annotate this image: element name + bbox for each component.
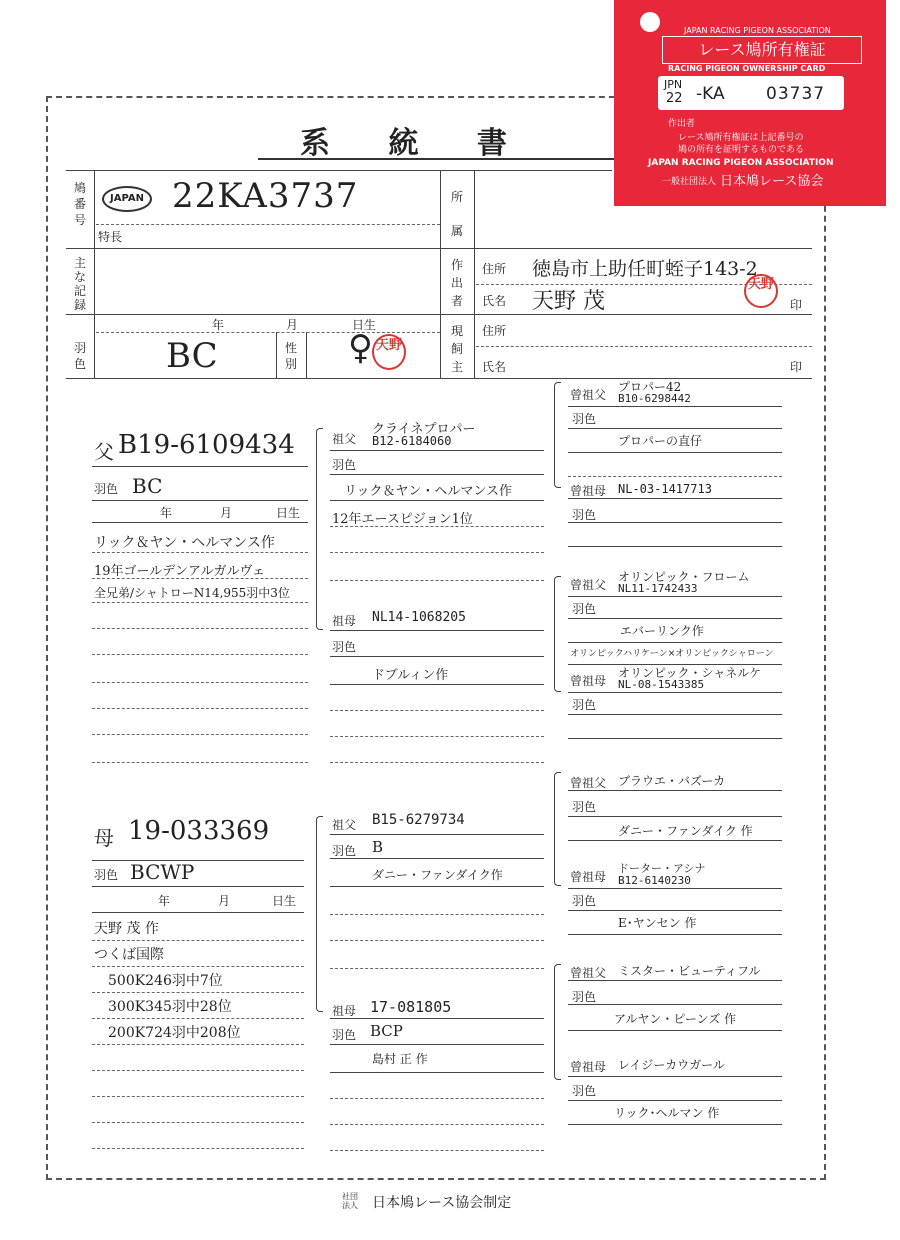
gf2-dash-1 xyxy=(330,914,544,915)
sire-color-label: 羽色 xyxy=(94,482,119,496)
ggp0-line-3 xyxy=(568,452,782,453)
gm1-dash-3 xyxy=(330,762,544,763)
ggp4-label: 曾祖父 xyxy=(570,776,607,790)
ggp7-line-2 xyxy=(568,1100,782,1101)
gf2-dash-2 xyxy=(330,940,544,941)
ggp5-note: E･ヤンセン 作 xyxy=(618,916,697,930)
dam-bracket xyxy=(316,816,323,1012)
tokucho-label: 特長 xyxy=(98,230,123,244)
ggp3-line-2 xyxy=(568,714,782,715)
header-top-line xyxy=(66,170,612,171)
sire-note-2: 19年ゴールデンアルガルヴェ xyxy=(94,564,265,579)
sire-dash-3 xyxy=(92,602,308,603)
gf2-color: B xyxy=(372,838,384,856)
ring-number: 22KA3737 xyxy=(172,176,359,216)
sex-stamp-text: 天野 xyxy=(375,338,402,353)
gf2-bracket xyxy=(554,772,561,886)
gm2-note-1: 島村 正 作 xyxy=(372,1052,428,1066)
ggp1-label: 曾祖母 xyxy=(570,484,607,498)
ggp0-dash-1 xyxy=(568,476,782,477)
ggp2-note: エバーリンク作 xyxy=(620,624,704,638)
ggp6-line-3 xyxy=(568,1030,782,1031)
header-vline-4 xyxy=(276,332,277,378)
ggp2-line-1 xyxy=(568,596,782,597)
gm1-label: 祖母 xyxy=(332,614,357,628)
gm1-line-3 xyxy=(330,684,544,685)
gf2-dash-3 xyxy=(330,968,544,969)
sire-year-label: 年 xyxy=(160,506,173,520)
gm1-ring: NL14-1068205 xyxy=(372,610,466,625)
ggp5-line-2 xyxy=(568,910,782,911)
gm2-bracket xyxy=(554,964,561,1080)
header-vline-5 xyxy=(306,332,307,378)
gf1-ring: B12-6184060 xyxy=(372,434,452,448)
dam-ring: 19-033369 xyxy=(128,816,270,846)
ggp0-ring: B10-6298442 xyxy=(618,392,691,405)
dam-dash-6 xyxy=(92,1070,304,1071)
sire-line-3 xyxy=(92,522,308,523)
ggp7-line-3 xyxy=(568,1124,782,1125)
owner-seal-label: 印 xyxy=(790,360,803,374)
sire-color: BC xyxy=(132,474,163,498)
dam-day-label: 日生 xyxy=(272,894,297,908)
dam-dash-9 xyxy=(92,1148,304,1149)
header-line-3 xyxy=(66,314,812,315)
gf2-ring: B15-6279734 xyxy=(372,812,465,828)
sire-line-1 xyxy=(92,466,308,467)
gm2-line-2 xyxy=(330,1044,544,1045)
dam-dash-8 xyxy=(92,1122,304,1123)
ggp4-line-2 xyxy=(568,816,782,817)
dam-dash-3 xyxy=(92,992,304,993)
ggp2-line-2 xyxy=(568,618,782,619)
gm1-bracket xyxy=(554,576,561,692)
footer-org-small: 社団法人 xyxy=(342,1192,358,1210)
gf2-line-2 xyxy=(330,858,544,859)
ggp7-note: リック･ヘルマン 作 xyxy=(614,1106,720,1120)
ggp0-color-label: 羽色 xyxy=(572,412,597,426)
owner-name-label: 氏名 xyxy=(482,360,507,374)
sire-dash-7 xyxy=(92,708,308,709)
sire-dash-2 xyxy=(92,578,308,579)
dam-note-4: 300K345羽中28位 xyxy=(108,999,232,1015)
ggp7-line-1 xyxy=(568,1076,782,1077)
ggp7-label: 曾祖母 xyxy=(570,1060,607,1074)
card-title-jp: レース鳩所有権証 xyxy=(698,40,826,59)
ggp6-color-label: 羽色 xyxy=(572,990,597,1004)
ggp2-note2: オリンピックハリケーン×オリンピックシャローン xyxy=(570,649,774,659)
ggp1-line-3 xyxy=(568,546,782,547)
header-dash-1 xyxy=(96,224,440,225)
gf1-note-1: リック＆ヤン・ヘルマンス作 xyxy=(344,484,512,499)
dam-dash-4 xyxy=(92,1018,304,1019)
gm2-line-1 xyxy=(330,1018,544,1019)
ggp5-color-label: 羽色 xyxy=(572,894,597,908)
ggp1-line-2 xyxy=(568,522,782,523)
ggp2-label: 曾祖父 xyxy=(570,578,607,592)
gf1-dash-2 xyxy=(330,552,544,553)
breeder-stamp xyxy=(744,274,778,308)
gm1-color-label: 羽色 xyxy=(332,640,357,654)
ggp4-note: ダニー・ファンダイク 作 xyxy=(618,824,753,838)
sire-label: 父 xyxy=(94,440,114,464)
dam-dash-7 xyxy=(92,1096,304,1097)
sire-day-label: 日生 xyxy=(276,506,301,520)
ggp3-line-1 xyxy=(568,692,782,693)
gf2-line-1 xyxy=(330,834,544,835)
ggp5-label: 曾祖母 xyxy=(570,870,607,884)
ggp5-ring: B12-6140230 xyxy=(618,874,691,887)
gf1-name: クライネプロパー xyxy=(372,422,476,437)
breeder-name: 天野 茂 xyxy=(532,289,605,314)
address-label: 住所 xyxy=(482,262,507,276)
gf2-note-1: ダニー・ファンダイク作 xyxy=(372,868,503,882)
gf2-line-3 xyxy=(330,886,544,887)
ggp1-ring: NL-03-1417713 xyxy=(618,482,712,496)
dam-label: 母 xyxy=(94,826,114,850)
card-number-box xyxy=(658,76,844,110)
ggp0-note: プロパーの直仔 xyxy=(618,434,703,448)
ggp5-line-3 xyxy=(568,934,782,935)
color-label: 羽色 xyxy=(73,341,86,371)
header-line-2 xyxy=(66,248,812,249)
japan-logo xyxy=(102,186,152,212)
dam-dash-5 xyxy=(92,1044,304,1045)
ggp3-color-label: 羽色 xyxy=(572,698,597,712)
gm2-line-3 xyxy=(330,1072,544,1073)
footer-text: 日本鳩レース協会制定 xyxy=(372,1195,512,1211)
gf1-line-3 xyxy=(330,500,544,501)
header-dash-4 xyxy=(476,346,812,347)
owner-label: 現飼主 xyxy=(450,324,463,374)
ggp2-line-3 xyxy=(568,642,782,643)
gf2-label: 祖父 xyxy=(332,818,357,832)
card-code: -KA xyxy=(696,84,725,104)
breeder-address: 徳島市上助任町蛭子143-2 xyxy=(532,258,758,280)
ggp3-label: 曾祖母 xyxy=(570,674,607,688)
sex-stamp xyxy=(372,334,406,370)
card-breeder-label: 作出者 xyxy=(668,119,696,129)
gf1-line-1 xyxy=(330,450,544,451)
dam-line-3 xyxy=(92,912,304,913)
sire-dash-6 xyxy=(92,682,308,683)
gm2-dash-1 xyxy=(330,1098,544,1099)
card-number: 03737 xyxy=(766,84,826,104)
sire-dash-5 xyxy=(92,654,308,655)
sex-value: ♀ xyxy=(348,328,373,368)
header-dash-2 xyxy=(96,332,440,333)
gf2-color-label: 羽色 xyxy=(332,844,357,858)
ggp6-line-1 xyxy=(568,980,782,981)
dam-line-2 xyxy=(92,886,304,887)
card-title-en: RACING PIGEON OWNERSHIP CARD xyxy=(668,64,826,73)
sire-dash-9 xyxy=(92,762,308,763)
gm2-label: 祖母 xyxy=(332,1004,357,1018)
breeder-stamp-text: 天野 xyxy=(747,277,774,292)
header-vline-2 xyxy=(440,170,441,378)
gf1-line-2 xyxy=(330,474,544,475)
card-note-1: レース鳩所有権証は上記番号の xyxy=(678,133,804,143)
ggp6-line-2 xyxy=(568,1004,782,1005)
dam-month-label: 月 xyxy=(218,894,231,908)
color-value: BC xyxy=(166,336,218,376)
ggp0-label: 曾祖父 xyxy=(570,388,607,402)
card-assoc-jp: 日本鳩レース協会 xyxy=(720,174,824,189)
ggp2-ring: NL11-1742433 xyxy=(618,582,698,595)
dam-year-label: 年 xyxy=(158,894,171,908)
sire-dash-8 xyxy=(92,734,308,735)
owner-address-label: 住所 xyxy=(482,324,507,338)
affiliation-label: 所属 xyxy=(450,190,463,238)
ggp3-name: オリンピック・シャネルケ xyxy=(618,666,762,680)
ggp3-line-3 xyxy=(568,738,782,739)
card-assoc-jp-prefix: 一般社団法人 xyxy=(662,177,717,187)
gm1-note-1: ドブルィン作 xyxy=(372,668,449,683)
name-label: 氏名 xyxy=(482,294,507,308)
ggp6-label: 曾祖父 xyxy=(570,966,607,980)
gm1-line-1 xyxy=(330,630,544,631)
sire-month-label: 月 xyxy=(220,506,233,520)
ownership-card xyxy=(614,0,886,206)
records-label: 主な記録 xyxy=(73,256,86,312)
ggp6-note: アルヤン・ピーンズ 作 xyxy=(614,1012,737,1026)
birth-month-label: 月 xyxy=(286,318,299,332)
ggp5-line-1 xyxy=(568,888,782,889)
ggp0-line-1 xyxy=(568,406,782,407)
breeder-label: 作出者 xyxy=(450,258,463,308)
dam-color-label: 羽色 xyxy=(94,868,119,882)
header-line-4 xyxy=(66,378,812,379)
card-note-2: 鳩の所有を証明するものである xyxy=(678,145,805,155)
ggp7-color-label: 羽色 xyxy=(572,1084,597,1098)
gf1-bracket xyxy=(554,382,561,488)
birth-day-label: 日生 xyxy=(352,318,377,332)
dam-note-2: つくば国際 xyxy=(94,947,164,963)
sire-dash-1 xyxy=(92,552,308,553)
dam-dash-1 xyxy=(92,940,304,941)
gf1-label: 祖父 xyxy=(332,432,357,446)
dam-note-5: 200K724羽中208位 xyxy=(108,1025,241,1041)
gm2-color-label: 羽色 xyxy=(332,1028,357,1042)
ggp4-line-1 xyxy=(568,790,782,791)
dam-note-1: 天野 茂 作 xyxy=(94,921,159,937)
ggp4-color-label: 羽色 xyxy=(572,800,597,814)
page-title: 系 統 書 xyxy=(300,126,531,161)
dam-note-3: 500K246羽中7位 xyxy=(108,973,223,989)
sire-ring: B19-6109434 xyxy=(118,430,295,460)
gm2-dash-3 xyxy=(330,1150,544,1151)
gf1-color-label: 羽色 xyxy=(332,458,357,472)
ggp2-color-label: 羽色 xyxy=(572,602,597,616)
card-assoc-en2: JAPAN RACING PIGEON ASSOCIATION xyxy=(648,158,834,168)
ggp6-name: ミスター・ビューティフル xyxy=(618,964,761,978)
card-year: 22 xyxy=(666,91,683,106)
gm2-color: BCP xyxy=(370,1022,403,1040)
gm1-dash-2 xyxy=(330,736,544,737)
ggp4-name: ブラウエ・バズーカ xyxy=(618,774,726,788)
ggp4-line-3 xyxy=(568,840,782,841)
ggp0-name: プロパー42 xyxy=(618,380,682,394)
ring-number-label: 鳩番号 xyxy=(73,181,86,227)
card-hole xyxy=(640,12,660,32)
ggp1-line-1 xyxy=(568,498,782,499)
gm1-line-2 xyxy=(330,656,544,657)
sire-bracket xyxy=(316,428,323,630)
card-assoc-en: JAPAN RACING PIGEON ASSOCIATION xyxy=(684,26,831,35)
dam-color: BCWP xyxy=(130,860,195,884)
ggp7-name: レイジーカウガール xyxy=(618,1058,725,1072)
gm2-ring: 17-081805 xyxy=(370,998,452,1016)
sire-note-3: 全兄弟/シャトローN14,955羽中3位 xyxy=(94,586,290,600)
card-jpn: JPN xyxy=(664,78,683,91)
header-vline-1 xyxy=(94,170,95,378)
ggp3-ring: NL-08-1543385 xyxy=(618,678,705,691)
ggp2-name: オリンピック・フローム xyxy=(618,570,750,584)
ggp0-line-2 xyxy=(568,428,782,429)
dam-dash-2 xyxy=(92,966,304,967)
gf1-dash-1 xyxy=(330,526,544,527)
sire-note-1: リック＆ヤン・ヘルマンス作 xyxy=(94,535,275,551)
seal-label: 印 xyxy=(790,298,803,312)
birth-year-label: 年 xyxy=(212,318,225,332)
gf1-dash-3 xyxy=(330,580,544,581)
dam-line-1 xyxy=(92,860,304,861)
ggp1-color-label: 羽色 xyxy=(572,508,597,522)
gf1-note-2: 12年エースピジョン1位 xyxy=(332,512,473,527)
japan-logo-text: JAPAN xyxy=(110,193,144,204)
sire-line-2 xyxy=(92,500,308,501)
card-title-box xyxy=(662,36,862,64)
ggp5-name: ドーター・アシナ xyxy=(618,862,706,875)
sex-label: 性別 xyxy=(284,341,297,371)
header-vline-3 xyxy=(474,170,475,378)
sire-dash-4 xyxy=(92,628,308,629)
gm2-dash-2 xyxy=(330,1124,544,1125)
gm1-dash-1 xyxy=(330,710,544,711)
